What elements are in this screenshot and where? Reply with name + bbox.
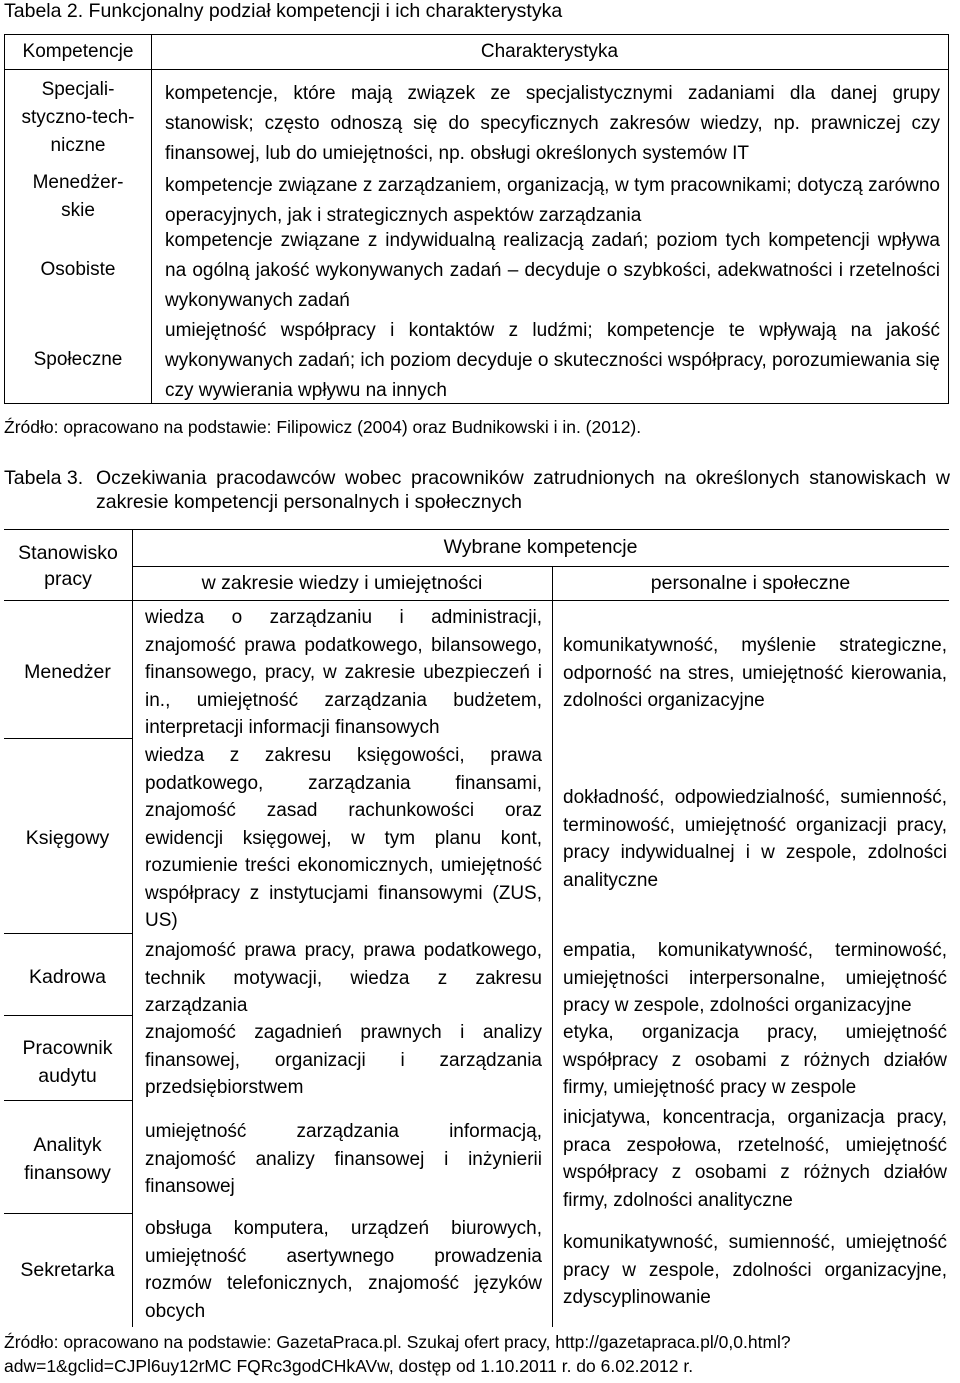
column-divider xyxy=(132,529,133,1327)
position-name: Pracownik audytu xyxy=(22,1037,113,1087)
header-charakterystyka: Charakterystyka xyxy=(480,41,619,62)
competence-name: Osobiste xyxy=(40,259,116,280)
row-divider xyxy=(4,933,132,934)
knowledge-skills: wiedza o zarządzaniu i administracji, znajomość prawa podatkowego, bilansowego, finansowego, pracy, w zakresie ubezpieczeń i in., umiejętność zarządzania budżetem, interpretacji informacji finansowych xyxy=(145,607,542,738)
column-divider xyxy=(151,35,152,403)
position-name: Kadrowa xyxy=(29,966,106,988)
row-divider xyxy=(4,738,132,739)
column-divider xyxy=(552,566,553,1327)
header-divider xyxy=(4,600,949,601)
position-name: Analityk finansowy xyxy=(24,1134,111,1184)
knowledge-skills: obsługa komputera, urządzeń biurowych, umiejętność asertywnego prowadzenia rozmów telefonicznych, znajomość języków obcych xyxy=(145,1218,542,1322)
table2-source: Źródło: opracowano na podstawie: Filipowicz (2004) oraz Budnikowski i in. (2012). xyxy=(4,417,642,437)
personal-social: etyka, organizacja pracy, umiejętność współpracy z osobami z różnych działów firmy, umiejętność pracy w zespole xyxy=(563,1022,947,1098)
expectations-table xyxy=(4,529,949,1327)
position-name: Menedżer xyxy=(24,661,111,683)
personal-social: komunikatywność, myślenie strategiczne, odporność na stres, umiejętność kierowania, zdolności organizacyjne xyxy=(563,635,947,711)
competence-name: Społeczne xyxy=(33,349,123,370)
position-name: Sekretarka xyxy=(20,1259,115,1281)
competence-description: kompetencje związane z zarządzaniem, organizacją, w tym pracownikami; dotyczą zarówno operacyjnych, jak i strategicznych aspektów zarządzania xyxy=(165,175,940,226)
row-divider xyxy=(4,1100,132,1101)
knowledge-skills: znajomość zagadnień prawnych i analizy finansowej, organizacji i zarządzania przedsiębiorstwem xyxy=(145,1022,542,1098)
knowledge-skills: wiedza z zakresu księgowości, prawa podatkowego, zarządzania finansami, znajomość zasad rachunkowości oraz ewidencji księgowej, w tym planu kont, rozumienie treści ekonomicznych, umiejętność współpracy z instytucjami finansowymi (ZUS, US) xyxy=(145,745,542,931)
competence-name: Specjali- styczno-tech- niczne xyxy=(21,79,135,156)
competence-table xyxy=(4,34,949,404)
row-divider xyxy=(4,1015,132,1016)
personal-social: dokładność, odpowiedzialność, sumienność, terminowość, umiejętność organizacji pracy, pracy indywidualnej i w zespole, zdolności analityczne xyxy=(563,787,947,891)
competence-description: kompetencje, które mają związek ze specjalistycznymi zadaniami dla danej grupy stanowisk; często odnoszą się do specyficznych zakresów wiedzy, np. prawniczej czy finansowej, lub do umiejętności, np. obsługi określonych systemów IT xyxy=(165,83,940,164)
header-wybrane-kompetencje: Wybrane kompetencje xyxy=(443,536,638,558)
personal-social: inicjatywa, koncentracja, organizacja pracy, praca zespołowa, rzetelność, umiejętność współpracy z osobami z różnych działów firmy, zdolności analityczne xyxy=(563,1107,947,1211)
table2-caption: Tabela 2. Funkcjonalny podział kompetencji i ich charakterystyka xyxy=(4,0,563,22)
position-name: Księgowy xyxy=(25,827,110,849)
competence-description: kompetencje związane z indywidualną realizacją zadań; poziom tych kompetencji wpływa na ogólną jakość wykonywanych zadań – decyduje o szybkości, adekwatności i rzetelności wykonywanych zadań xyxy=(165,230,940,311)
header-stanowisko: Stanowisko pracy xyxy=(18,542,118,590)
table-border-top xyxy=(4,529,949,530)
table3-label: Tabela 3. xyxy=(4,467,84,489)
row-divider xyxy=(4,1213,132,1214)
table3-source: Źródło: opracowano na podstawie: GazetaPraca.pl. Szukaj ofert pracy, http://gazetapraca.pl/0,0.html?adw=1&gclid=CJPl6uy12rMC FQRc3godCHkAVw, dostęp od 1.10.2011 r. do 6.02.2012 r. xyxy=(4,1332,791,1376)
knowledge-skills: znajomość prawa pracy, prawa podatkowego, technik motywacji, wiedza z zakresu zarządzania xyxy=(145,940,542,1016)
header-personalne: personalne i społeczne xyxy=(650,572,851,594)
competence-name: Menedżer- skie xyxy=(32,172,124,221)
competence-description: umiejętność współpracy i kontaktów z ludźmi; kompetencje te wpływają na jakość wykonywanych zadań; ich poziom decyduje o skuteczności współpracy, porozumiewania się czy wywierania wpływu na innych xyxy=(165,320,940,401)
table3-title: Oczekiwania pracodawców wobec pracowników zatrudnionych na określonych stanowiskach w zakresie kompetencji personalnych i społecznych xyxy=(96,467,950,513)
personal-social: empatia, komunikatywność, terminowość, umiejętności interpersonalne, umiejętność pracy w zespole, zdolności organizacyjne xyxy=(563,940,947,1016)
header-divider xyxy=(132,566,949,567)
header-wiedza: w zakresie wiedzy i umiejętności xyxy=(201,572,483,594)
personal-social: komunikatywność, sumienność, umiejętność pracy w zespole, zdolności organizacyjne, zdyscyplinowanie xyxy=(563,1232,947,1308)
knowledge-skills: umiejętność zarządzania informacją, znajomość analizy finansowej i inżynierii finansowej xyxy=(145,1121,542,1197)
header-divider xyxy=(5,69,948,70)
header-kompetencje: Kompetencje xyxy=(22,41,134,62)
